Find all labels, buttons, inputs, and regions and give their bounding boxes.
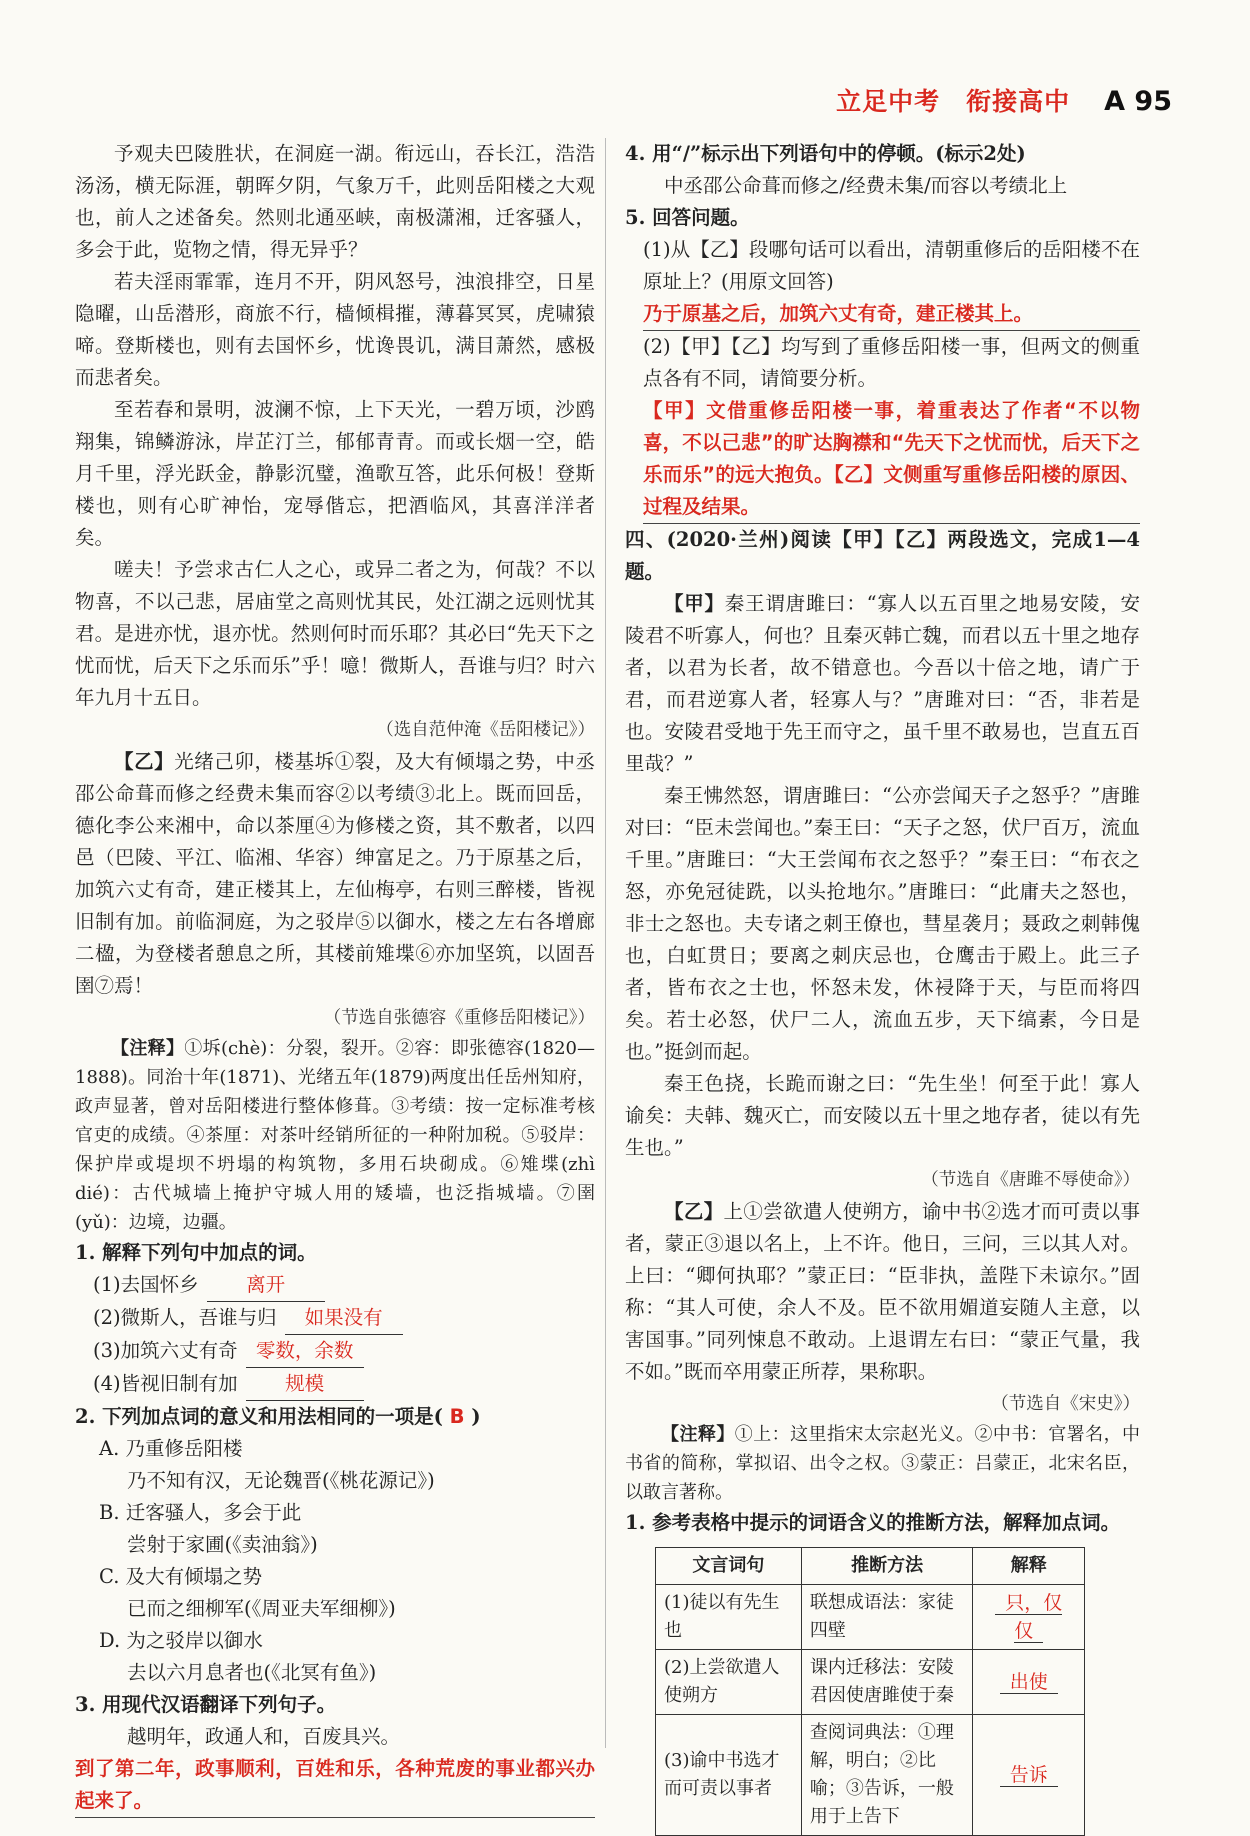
passage-yi-source: （节选自张德容《重修岳阳楼记》） xyxy=(323,1008,595,1028)
notes-2-label: 【注释】 xyxy=(661,1424,735,1445)
q2-option-c-ref: 已而之细柳军(《周亚夫军细柳》) xyxy=(127,1597,396,1620)
header-slogan-2: 衔接高中 xyxy=(966,87,1071,116)
passage-jia-p3: 至若春和景明，波澜不惊，上下天光，一碧万顷，沙鸥翔集，锦鳞游泳，岸芷汀兰，郁郁青青。而或长烟一空，皓月千里，浮光跃金，静影沉璧，渔歌互答，此乐何极！登斯楼也，则有心旷神怡，宠辱偕忘，把酒临风，其喜洋洋者矣。 xyxy=(75,398,595,549)
question-1: 1. 解释下列句中加点的词。 xyxy=(75,1241,317,1264)
notes-text: ①坼(chè)：分裂，裂开。②容：即张德容(1820—1888)。同治十年(1871)、光绪五年(1879)两度出任岳州知府，政声显著，曾对岳阳楼进行整体修葺。③考绩：按一定标准考核官吏的成绩。④茶厘：对茶叶经销所征的一种附加税。⑤驳岸：保护岸或堤坝不坍塌的构筑物，多用石块砌成。⑥雉堞(zhì dié)：古代城墙上掩护守城人用的矮墙，也泛指城墙。⑦圉(yǔ)：边境，边疆。 xyxy=(75,1038,595,1233)
passage-yi2-label: 【乙】 xyxy=(664,1200,724,1223)
q3-sentence: 越明年，政通人和，百废具兴。 xyxy=(127,1725,401,1748)
q2-option-b-ref: 尝射于家圃(《卖油翁》) xyxy=(127,1533,318,1556)
question-4: 4. 用“/”标示出下列语句中的停顿。(标示2处) xyxy=(625,142,1026,165)
notes-label: 【注释】 xyxy=(111,1038,185,1059)
passage-yi2-source: （节选自《宋史》） xyxy=(991,1394,1140,1414)
q1-item-4: (4)皆视旧制有加 规模 xyxy=(93,1368,595,1401)
q5-part-2: (2)【甲】【乙】均写到了重修岳阳楼一事，但两文的侧重点各有不同，请简要分析。 xyxy=(643,335,1140,390)
table-cell-answer: 只，仅仅 xyxy=(973,1585,1085,1650)
table-header-row xyxy=(656,1548,1085,1585)
q1-item-3: (3)加筑六丈有奇 零数，余数 xyxy=(93,1335,595,1368)
notes xyxy=(75,1034,595,1237)
passage-jia-p4: 嗟夫！予尝求古仁人之心，或异二者之为，何哉？不以物喜，不以己悲，居庙堂之高则忧其民，处江湖之远则忧其君。是进亦忧，退亦忧。然则何时而乐耶？其必曰“先天下之忧而忧，后天下之乐而乐”乎！噫！微斯人，吾谁与归？时六年九月十五日。 xyxy=(75,558,595,709)
q2-option-c: C. 及大有倾塌之势 xyxy=(99,1565,263,1588)
q3-answer: 到了第二年，政事顺利，百姓和乐，各种荒废的事业都兴办起来了。 xyxy=(75,1753,595,1818)
table-cell-phrase: (2)上尝欲遣人使朔方 xyxy=(656,1650,802,1715)
q2-option-d: D. 为之驳岸以御水 xyxy=(99,1629,263,1652)
passage-yi xyxy=(75,746,595,1002)
table-cell-answer: 告诉 xyxy=(973,1715,1085,1836)
right-column xyxy=(625,138,1140,1836)
question-3: 3. 用现代汉语翻译下列句子。 xyxy=(75,1693,337,1716)
passage-yi-label: 【乙】 xyxy=(114,750,175,773)
q1-item-1: (1)去国怀乡 离开 xyxy=(93,1269,595,1302)
header-slogan-1: 立足中考 xyxy=(836,87,941,116)
q1-answer-3: 零数，余数 xyxy=(246,1335,364,1368)
question-1-items xyxy=(75,1269,595,1401)
q2-option-a: A. 乃重修岳阳楼 xyxy=(99,1437,243,1460)
passage-jia2-p1: 【甲】秦王谓唐雎曰：“寡人以五百里之地易安陵，安陵君不听寡人，何也？且秦灭韩亡魏，而君以五十里之地存者，以君为长者，故不错意也。今吾以十倍之地，请广于君，而君逆寡人者，轻寡人与？”唐雎对曰：“否，非若是也。安陵君受地于先王而守之，虽千里不敢易也，岂直五百里哉？” xyxy=(625,592,1140,775)
q5-part-1: (1)从【乙】段哪句话可以看出，清朝重修后的岳阳楼不在原址上？(用原文回答) xyxy=(643,238,1140,293)
passage-jia-p1: 予观夫巴陵胜状，在洞庭一湖。衔远山，吞长江，浩浩汤汤，横无际涯，朝晖夕阴，气象万千，此则岳阳楼之大观也，前人之述备矣。然则北通巫峡，南极潇湘，迁客骚人，多会于此，览物之情，得无异乎？ xyxy=(75,142,595,261)
left-column xyxy=(75,138,595,1818)
passage-jia2-p2: 秦王怫然怒，谓唐雎曰：“公亦尝闻天子之怒乎？”唐雎对曰：“臣未尝闻也。”秦王曰：“天子之怒，伏尸百万，流血千里。”唐雎曰：“大王尝闻布衣之怒乎？”秦王曰：“布衣之怒，亦免冠徒跣，以头抢地尔。”唐雎曰：“此庸夫之怒也，非士之怒也。夫专诸之刺王僚也，彗星袭月；聂政之刺韩傀也，白虹贯日；要离之刺庆忌也，仓鹰击于殿上。此三子者，皆布衣之士也，怀怒未发，休祲降于天，与臣而将四矣。若士必怒，伏尸二人，流血五步，天下缟素，今日是也。”挺剑而起。 xyxy=(625,784,1140,1063)
passage-yi-text: 光绪己卯，楼基坼①裂，及大有倾塌之势，中丞邵公命葺而修之经费未集而容②以考绩③北上。既而回岳，德化李公来湘中，命以茶厘④为修楼之资，其不敷者，以四邑（巴陵、平江、临湘、华容）绅富足之。乃于原基之后，加筑六丈有奇，建正楼其上，左仙梅亭，右则三醉楼，皆视旧制有加。前临洞庭，为之驳岸⑤以御水，楼之左右各增廊二楹，为登楼者憩息之所，其楼前雉堞⑥亦加坚筑，以固吾圉⑦焉！ xyxy=(75,750,595,997)
passage-jia-source: （选自范仲淹《岳阳楼记》） xyxy=(376,720,595,740)
passage-jia2-label: 【甲】 xyxy=(664,592,725,615)
passage-jia-p2: 若夫淫雨霏霏，连月不开，阴风怒号，浊浪排空，日星隐曜，山岳潜形，商旅不行，樯倾楫摧，薄暮冥冥，虎啸猿啼。登斯楼也，则有去国怀乡，忧谗畏讥，满目萧然，感极而悲者矣。 xyxy=(75,270,595,389)
question-2-options xyxy=(75,1433,595,1689)
q1-answer-4: 规模 xyxy=(246,1368,364,1401)
q4-sentence: 中丞邵公命葺而修之/经费未集/而容以考绩北上 xyxy=(664,174,1068,197)
table-cell-phrase: (1)徒以有先生也 xyxy=(656,1585,802,1650)
table-cell-method: 联想成语法：家徒四壁 xyxy=(801,1585,973,1650)
q1-answer-2: 如果没有 xyxy=(285,1302,403,1335)
table-header: 推断方法 xyxy=(801,1548,973,1585)
notes-2: 【注释】①上：这里指宋太宗赵光义。②中书：官署名，中书省的简称，掌拟诏、出令之权。③蒙正：吕蒙正，北宋名臣，以敢言著称。 xyxy=(625,1424,1141,1503)
table-header: 文言词句 xyxy=(656,1548,802,1585)
q1-item-2: (2)微斯人，吾谁与归 如果没有 xyxy=(93,1302,595,1335)
q5-part-2-answer: 【甲】文借重修岳阳楼一事，着重表达了作者“不以物喜，不以己悲”的旷达胸襟和“先天下之忧而忧，后天下之乐而乐”的远大抱负。【乙】文侧重写重修岳阳楼的原因、过程及结果。 xyxy=(625,395,1140,524)
table-cell-answer: 出使 xyxy=(973,1650,1085,1715)
q5-part-1-answer: 乃于原基之后，加筑六丈有奇，建正楼其上。 xyxy=(625,298,1140,331)
section-4-heading: 四、(2020·兰州)阅读【甲】【乙】两段选文，完成1—4题。 xyxy=(625,528,1140,583)
table-row xyxy=(656,1715,1085,1836)
column-divider xyxy=(605,138,606,1748)
q1-answer-1: 离开 xyxy=(207,1269,325,1302)
question-6: 1. 参考表格中提示的词语含义的推断方法，解释加点词。 xyxy=(625,1511,1121,1534)
inference-table xyxy=(655,1547,1085,1836)
passage-jia2-p3: 秦王色挠，长跪而谢之曰：“先生坐！何至于此！寡人谕矣：夫韩、魏灭亡，而安陵以五十里之地存者，徒以有先生也。” xyxy=(625,1072,1140,1159)
q2-option-a-ref: 乃不知有汉，无论魏晋(《桃花源记》) xyxy=(127,1469,435,1492)
table-row xyxy=(656,1650,1085,1715)
table-cell-method: 课内迁移法：安陵君因使唐雎使于秦 xyxy=(801,1650,973,1715)
table-row xyxy=(656,1585,1085,1650)
question-5: 5. 回答问题。 xyxy=(625,206,750,229)
page-header xyxy=(836,82,1172,118)
page-number: A 95 xyxy=(1104,86,1172,117)
q2-option-d-ref: 去以六月息者也(《北冥有鱼》) xyxy=(127,1661,377,1684)
q2-answer: B xyxy=(449,1405,465,1428)
table-cell-phrase: (3)谕中书选才而可责以事者 xyxy=(656,1715,802,1836)
q2-option-b: B. 迁客骚人，多会于此 xyxy=(99,1501,302,1524)
passage-yi2: 【乙】上①尝欲遣人使朔方，谕中书②选才而可责以事者，蒙正③退以名上，上不许。他日，三问，三以其人对。上曰：“卿何执耶？”蒙正曰：“臣非执，盖陛下未谅尔。”固称：“其人可使，余人不及。臣不欲用媚道妄随人主意，以害国事。”同列悚息不敢动。上退谓左右曰：“蒙正气量，我不如。”既而卒用蒙正所荐，果称职。 xyxy=(625,1200,1140,1383)
table-header: 解释 xyxy=(973,1548,1085,1585)
question-2: 2. 下列加点词的意义和用法相同的一项是( B ) xyxy=(75,1405,481,1428)
table-cell-method: 查阅词典法：①理解，明白；②比喻；③告诉，一般用于上告下 xyxy=(801,1715,973,1836)
passage-jia2-source: （节选自《唐雎不辱使命》） xyxy=(921,1170,1140,1190)
